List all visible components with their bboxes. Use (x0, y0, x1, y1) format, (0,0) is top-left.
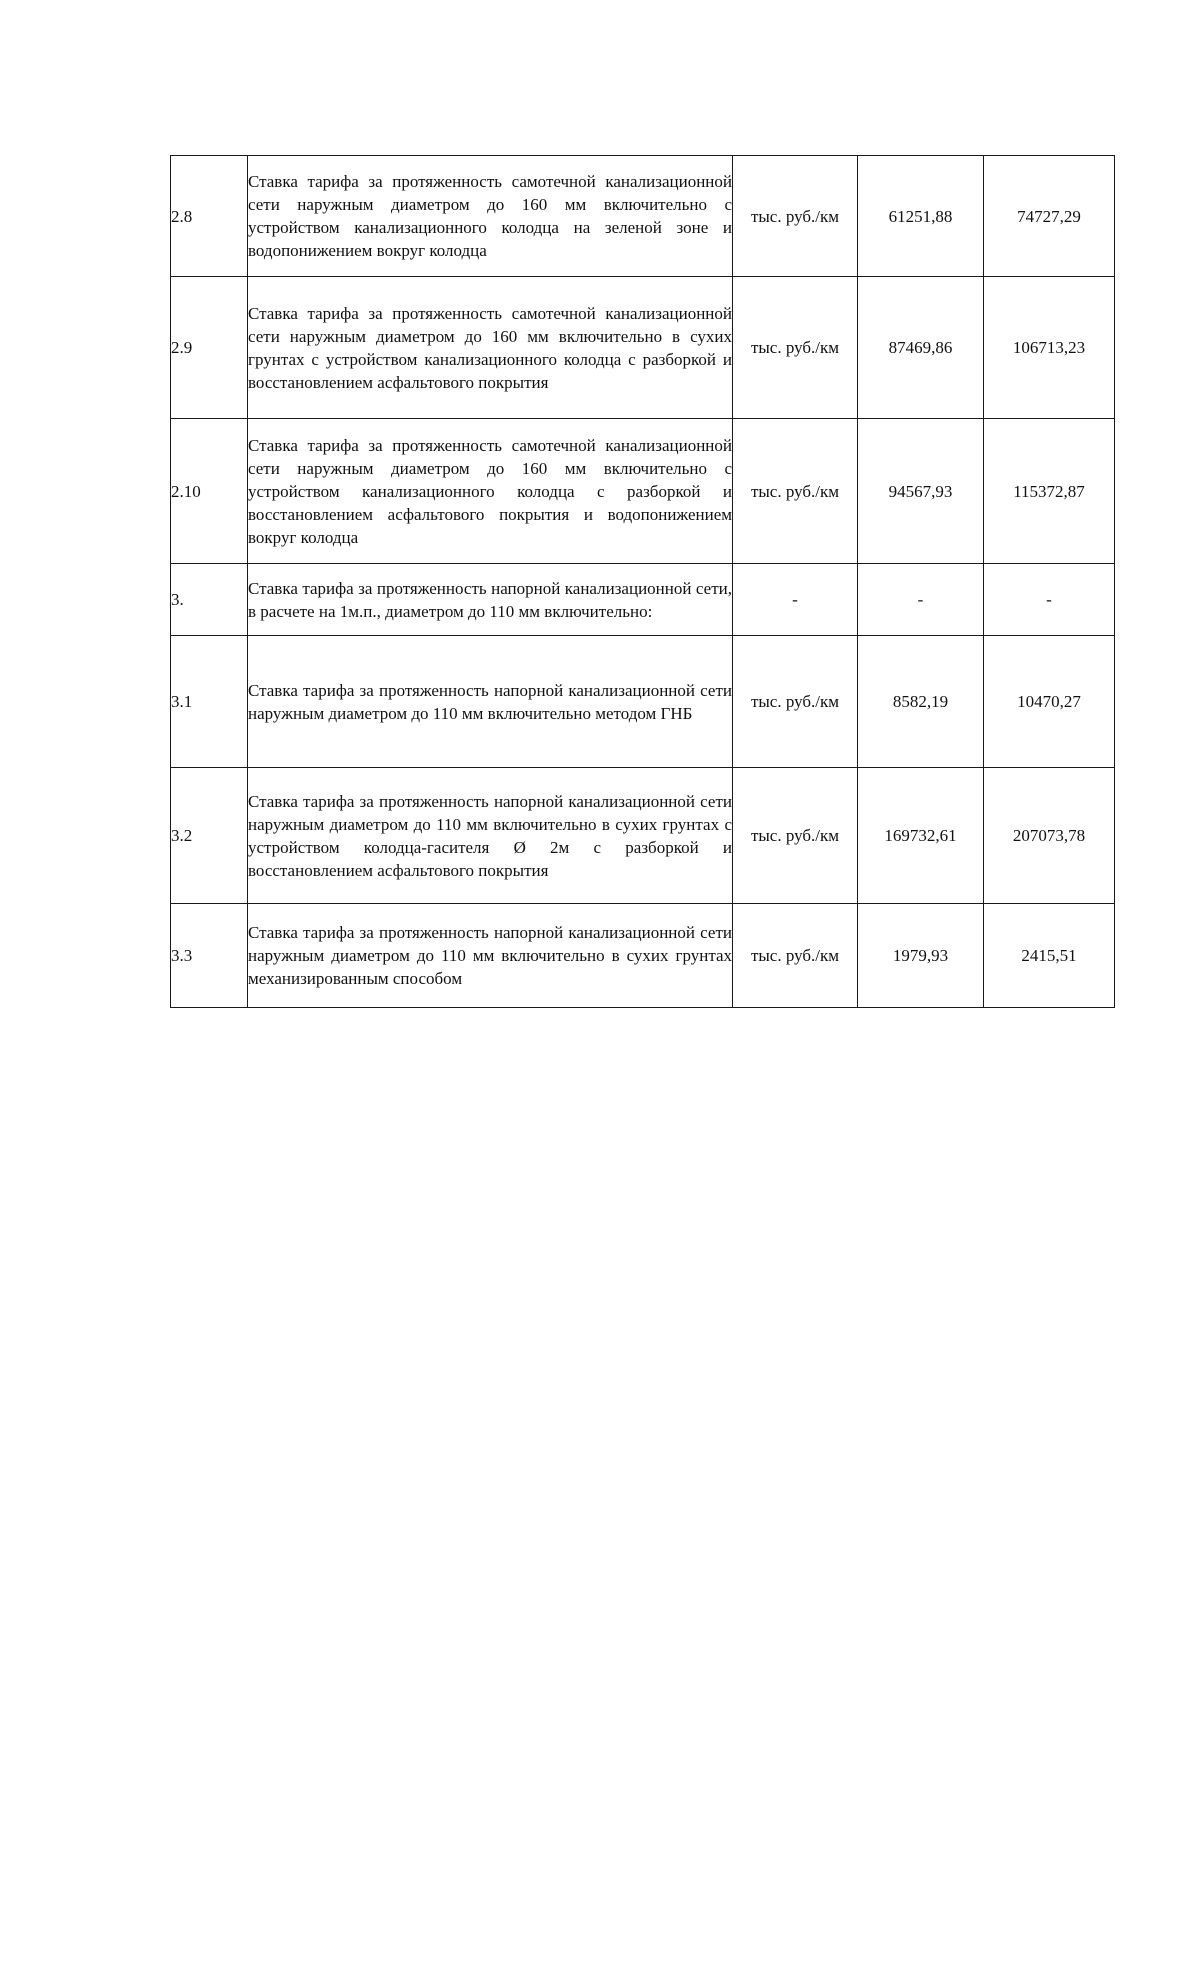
row-description: Ставка тарифа за протяженность напорной канализационной сети наружным диаметром до 110 мм включительно в сухих грунтах с устройством колодца-гасителя Ø 2м с разборкой и восстановлением асфальтового покрытия (248, 768, 733, 904)
row-description: Ставка тарифа за протяженность напорной канализационной сети наружным диаметром до 110 мм включительно методом ГНБ (248, 636, 733, 768)
row-unit: тыс. руб./км (733, 636, 858, 768)
table-row (171, 768, 1115, 904)
row-value-1: 1979,93 (858, 904, 984, 1008)
row-number: 3.1 (171, 636, 248, 768)
row-value-1: - (858, 564, 984, 636)
table-row (171, 277, 1115, 419)
row-unit: тыс. руб./км (733, 419, 858, 564)
row-description: Ставка тарифа за протяженность самотечной канализационной сети наружным диаметром до 160 мм включительно с устройством канализационного колодца с разборкой и восстановлением асфальтового покрытия и водопонижением вокруг колодца (248, 419, 733, 564)
table-row (171, 419, 1115, 564)
row-value-1: 169732,61 (858, 768, 984, 904)
row-number: 2.8 (171, 156, 248, 277)
row-unit: тыс. руб./км (733, 768, 858, 904)
row-value-2: 10470,27 (984, 636, 1115, 768)
row-number: 3.3 (171, 904, 248, 1008)
row-number: 3. (171, 564, 248, 636)
table-row (171, 636, 1115, 768)
row-description: Ставка тарифа за протяженность напорной канализационной сети, в расчете на 1м.п., диаметром до 110 мм включительно: (248, 564, 733, 636)
table-row (171, 564, 1115, 636)
row-number: 2.10 (171, 419, 248, 564)
row-value-2: - (984, 564, 1115, 636)
row-unit: тыс. руб./км (733, 156, 858, 277)
row-description: Ставка тарифа за протяженность напорной канализационной сети наружным диаметром до 110 мм включительно в сухих грунтах механизированным способом (248, 904, 733, 1008)
row-value-2: 106713,23 (984, 277, 1115, 419)
row-value-2: 115372,87 (984, 419, 1115, 564)
row-description: Ставка тарифа за протяженность самотечной канализационной сети наружным диаметром до 160 мм включительно в сухих грунтах с устройством канализационного колодца с разборкой и восстановлением асфальтового покрытия (248, 277, 733, 419)
table-row (171, 156, 1115, 277)
row-value-2: 207073,78 (984, 768, 1115, 904)
row-value-1: 94567,93 (858, 419, 984, 564)
row-value-2: 74727,29 (984, 156, 1115, 277)
row-value-1: 87469,86 (858, 277, 984, 419)
table-row (171, 904, 1115, 1008)
tariff-table (170, 155, 1115, 1008)
row-description: Ставка тарифа за протяженность самотечной канализационной сети наружным диаметром до 160 мм включительно с устройством канализационного колодца на зеленой зоне и водопонижением вокруг колодца (248, 156, 733, 277)
row-value-2: 2415,51 (984, 904, 1115, 1008)
row-value-1: 61251,88 (858, 156, 984, 277)
row-unit: тыс. руб./км (733, 277, 858, 419)
row-number: 3.2 (171, 768, 248, 904)
row-value-1: 8582,19 (858, 636, 984, 768)
row-unit: - (733, 564, 858, 636)
row-unit: тыс. руб./км (733, 904, 858, 1008)
row-number: 2.9 (171, 277, 248, 419)
